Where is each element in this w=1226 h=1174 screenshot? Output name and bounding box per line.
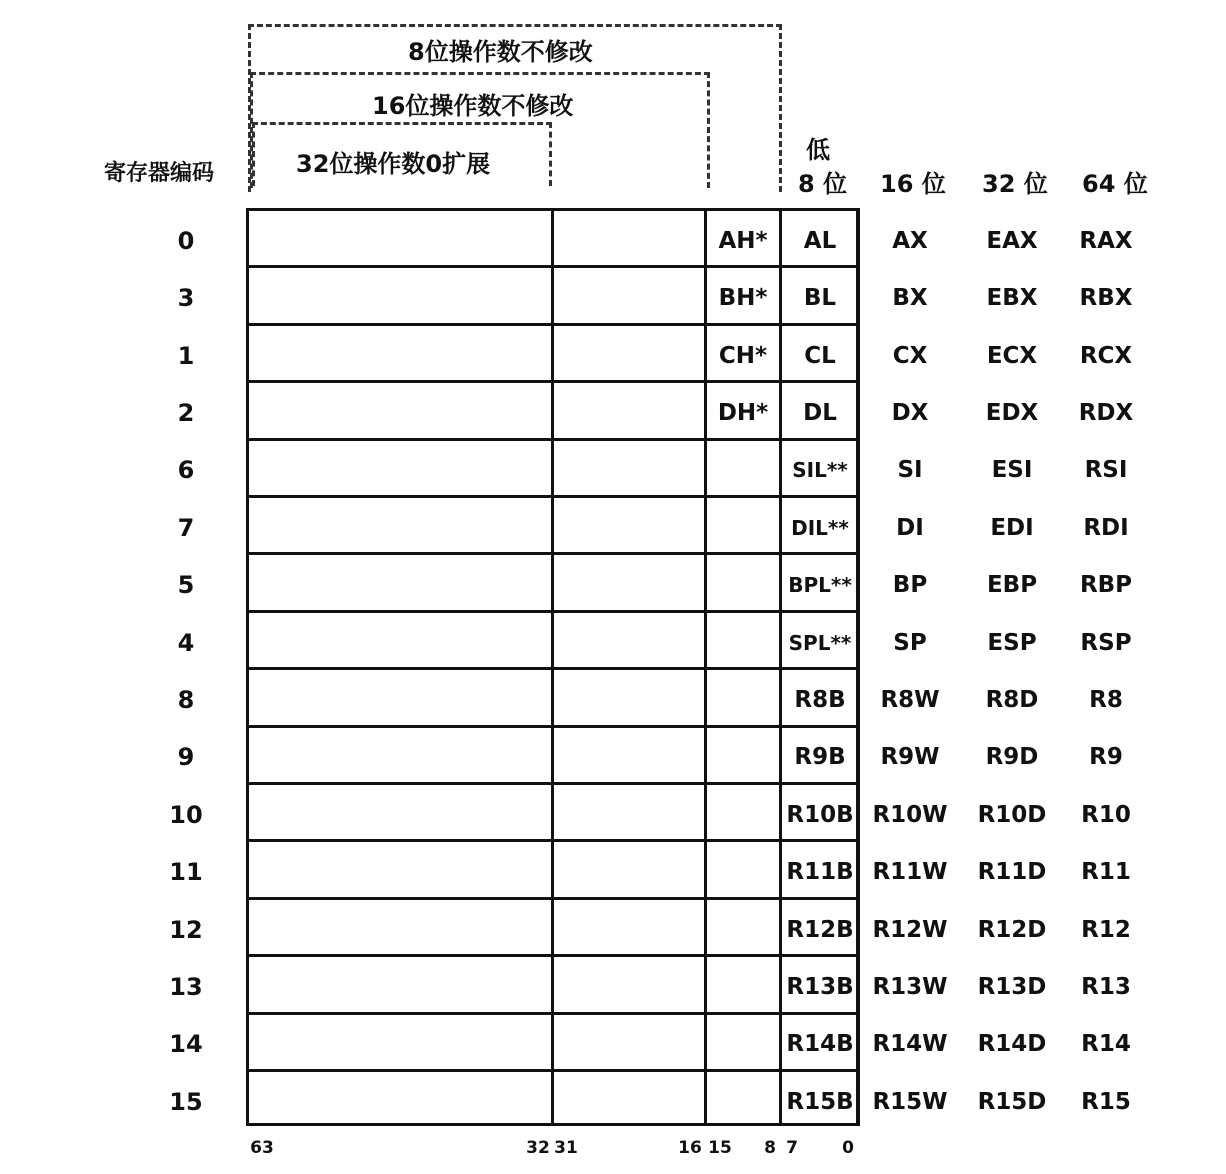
row-divider <box>246 265 860 268</box>
register-code: 12 <box>169 915 203 944</box>
col-16-header: 16 位 <box>880 170 946 198</box>
register-code-header: 寄存器编码 <box>104 161 215 186</box>
register-16: R11W <box>872 859 948 886</box>
register-64: RDI <box>1083 514 1129 541</box>
register-32: ESP <box>987 629 1037 656</box>
register-code: 14 <box>169 1030 203 1059</box>
col-low8-header-line1: 低 <box>806 136 830 164</box>
low8-register: R12B <box>786 916 854 943</box>
bit-label-8: 8 <box>764 1138 776 1158</box>
register-code: 15 <box>169 1087 203 1116</box>
row-divider <box>246 552 860 555</box>
register-64: R15 <box>1081 1088 1131 1115</box>
register-64: RBP <box>1079 572 1133 599</box>
register-64: R14 <box>1081 1031 1131 1058</box>
register-64: R11 <box>1081 859 1131 886</box>
bit-label-7: 7 <box>786 1138 798 1158</box>
register-32: EAX <box>986 227 1038 254</box>
row-divider <box>246 725 860 728</box>
register-32: ESI <box>991 457 1033 484</box>
bit-label-0: 0 <box>842 1138 854 1158</box>
low8-register: SPL** <box>788 630 852 655</box>
register-code: 9 <box>177 743 195 772</box>
col-low8-header-line2: 8 位 <box>798 170 848 198</box>
register-16: DI <box>896 514 924 541</box>
register-code: 1 <box>177 341 195 370</box>
register-code: 0 <box>177 226 195 255</box>
high8-register: BH* <box>718 285 768 312</box>
high8-register: AH* <box>718 227 768 254</box>
low8-register: DL <box>803 399 837 426</box>
low8-register: R8B <box>794 686 846 713</box>
row-divider <box>246 1012 860 1015</box>
register-64: RSP <box>1080 629 1132 656</box>
register-64: R12 <box>1081 916 1131 943</box>
low8-register: R13B <box>786 973 854 1000</box>
register-16: R13W <box>872 973 948 1000</box>
register-16: BP <box>892 572 928 599</box>
row-divider <box>246 1069 860 1072</box>
register-16: CX <box>892 342 928 369</box>
register-16: SI <box>897 457 923 484</box>
register-16: R14W <box>872 1031 948 1058</box>
register-code: 5 <box>177 571 195 600</box>
row-divider <box>246 667 860 670</box>
register-64: RAX <box>1079 227 1133 254</box>
register-64: R10 <box>1081 801 1131 828</box>
bit-label-16: 16 <box>678 1138 702 1158</box>
register-16: R12W <box>872 916 948 943</box>
register-16: AX <box>892 227 928 254</box>
register-16: R8W <box>880 686 940 713</box>
dashed-label-32bit: 32位操作数0扩展 <box>296 150 491 178</box>
bit-label-32: 32 <box>526 1138 550 1158</box>
register-32: EDX <box>985 399 1039 426</box>
register-code: 2 <box>177 398 195 427</box>
row-divider <box>246 380 860 383</box>
low8-register: R9B <box>794 744 846 771</box>
register-16: R9W <box>880 744 940 771</box>
dashed-label-8bit: 8位操作数不修改 <box>408 38 593 66</box>
register-16: SP <box>893 629 927 656</box>
register-32: EDI <box>990 514 1034 541</box>
low8-register: BPL** <box>788 573 852 598</box>
low8-register: BL <box>803 285 837 312</box>
high8-register: CH* <box>718 342 768 369</box>
register-64: RDX <box>1078 399 1134 426</box>
row-divider <box>246 897 860 900</box>
register-64: RCX <box>1079 342 1133 369</box>
low8-register: R10B <box>786 801 854 828</box>
row-divider <box>246 782 860 785</box>
row-divider <box>246 839 860 842</box>
register-32: R13D <box>977 973 1047 1000</box>
register-32: R8D <box>985 686 1039 713</box>
col-32-header: 32 位 <box>982 170 1048 198</box>
register-code: 10 <box>169 800 203 829</box>
register-code: 7 <box>177 513 195 542</box>
register-32: R10D <box>977 801 1047 828</box>
register-code: 6 <box>177 456 195 485</box>
register-64: R13 <box>1081 973 1131 1000</box>
register-64: R8 <box>1089 686 1123 713</box>
register-code: 13 <box>169 972 203 1001</box>
low8-register: CL <box>804 342 836 369</box>
register-32: EBP <box>986 572 1038 599</box>
row-divider <box>246 438 860 441</box>
register-32: R11D <box>977 859 1047 886</box>
bit-label-15: 15 <box>708 1138 732 1158</box>
register-16: R10W <box>872 801 948 828</box>
row-divider <box>246 610 860 613</box>
low8-register: DIL** <box>791 515 849 540</box>
register-16: R15W <box>872 1088 948 1115</box>
bit-label-63: 63 <box>250 1138 274 1158</box>
low8-register: AL <box>803 227 837 254</box>
register-32: EBX <box>986 285 1038 312</box>
register-code: 4 <box>177 628 195 657</box>
dashed-label-16bit: 16位操作数不修改 <box>372 92 574 120</box>
register-code: 11 <box>169 858 203 887</box>
register-64: RBX <box>1079 285 1133 312</box>
register-64: R9 <box>1089 744 1123 771</box>
row-divider <box>246 323 860 326</box>
bit-label-31: 31 <box>554 1138 578 1158</box>
register-32: R15D <box>977 1088 1047 1115</box>
low8-register: R11B <box>786 859 854 886</box>
high8-register: DH* <box>717 399 769 426</box>
register-code: 3 <box>177 284 195 313</box>
register-16: DX <box>891 399 929 426</box>
register-32: R12D <box>977 916 1047 943</box>
register-code: 8 <box>177 685 195 714</box>
low8-register: SIL** <box>792 458 848 483</box>
row-divider <box>246 495 860 498</box>
col-64-header: 64 位 <box>1082 170 1148 198</box>
register-32: ECX <box>986 342 1038 369</box>
register-32: R9D <box>985 744 1039 771</box>
register-32: R14D <box>977 1031 1047 1058</box>
low8-register: R14B <box>786 1031 854 1058</box>
low8-register: R15B <box>786 1088 854 1115</box>
register-16: BX <box>892 285 928 312</box>
register-64: RSI <box>1084 457 1128 484</box>
row-divider <box>246 954 860 957</box>
